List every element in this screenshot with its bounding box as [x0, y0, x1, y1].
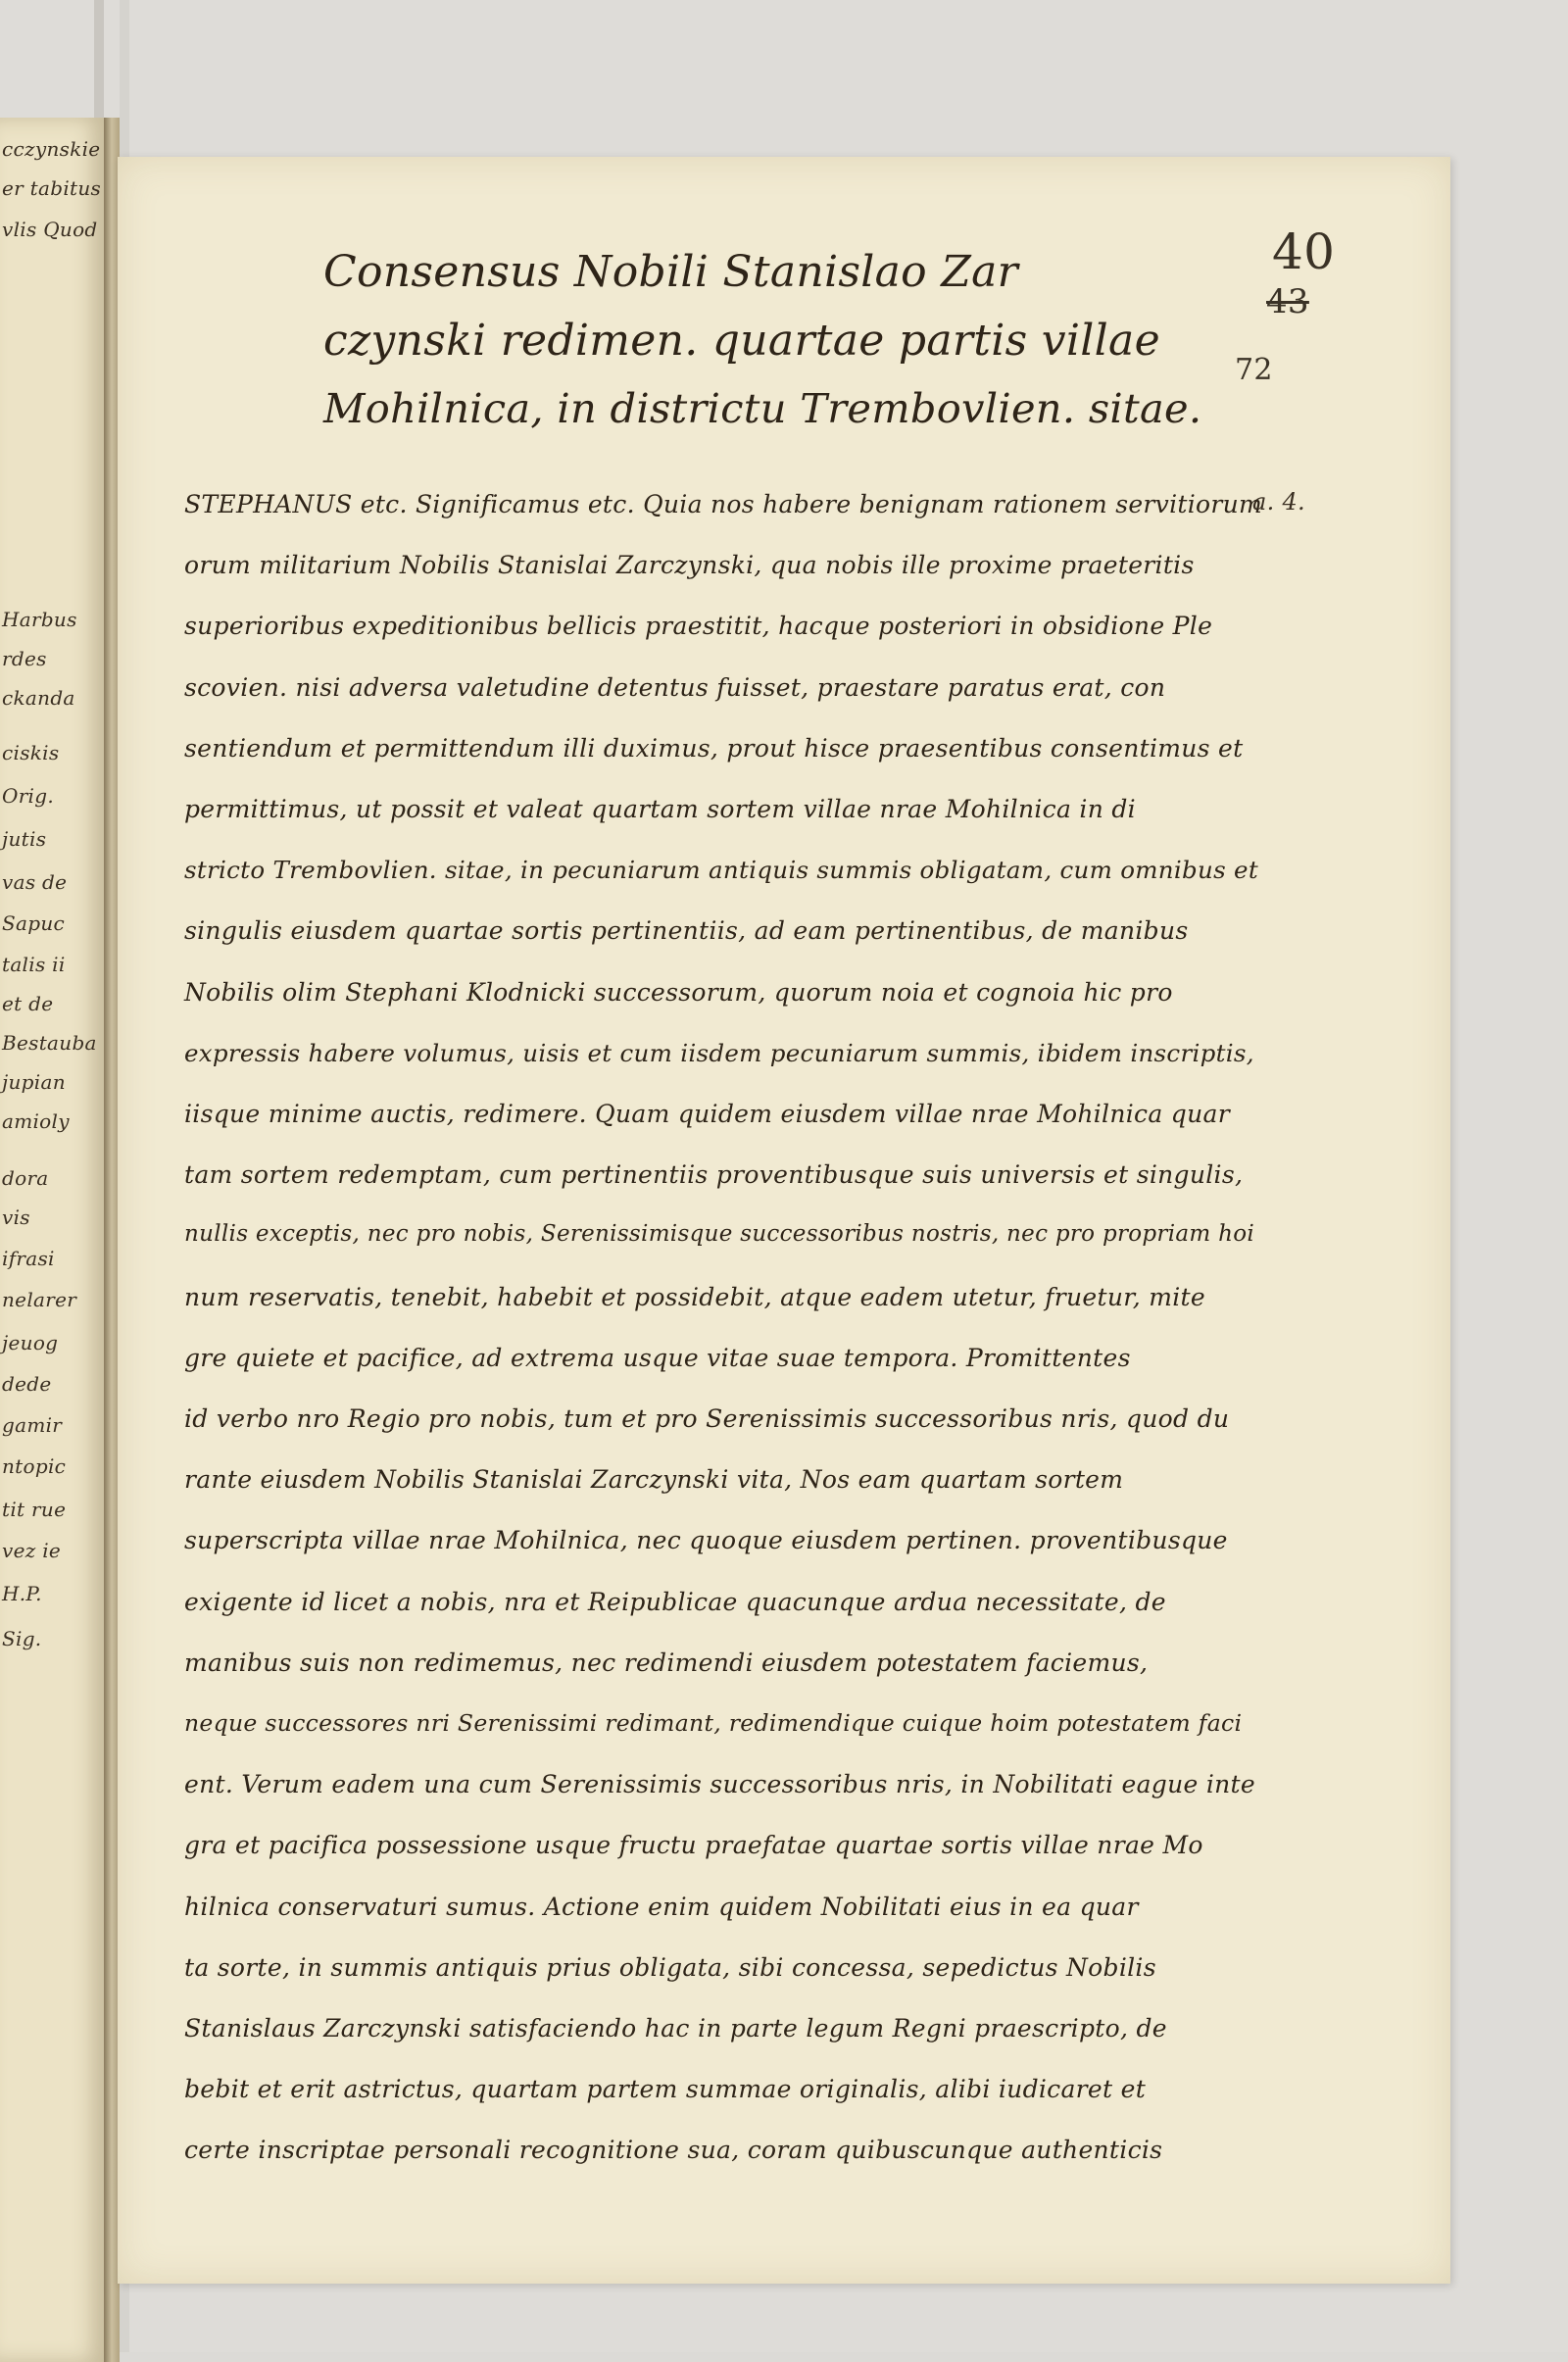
facing-page-fragment: vas de — [2, 870, 68, 894]
body-line: expressis habere volumus, uisis et cum iisdem pecuniarum summis, ibidem inscriptis, — [184, 1038, 1254, 1067]
facing-page-fragment: vez ie — [2, 1539, 62, 1562]
facing-page-fragment: amioly — [2, 1109, 70, 1133]
facing-page-fragment: Harbus — [2, 608, 77, 631]
body-line: hilnica conservaturi sumus. Actione enim quidem Nobilitati eius in ea quar — [184, 1892, 1139, 1921]
facing-page-fragment: rdes — [2, 647, 47, 670]
body-line: scovien. nisi adversa valetudine detentus fuisset, praestare paratus erat, con — [184, 672, 1166, 702]
body-line: tam sortem redemptam, cum pertinentiis proventibusque suis universis et singulis, — [184, 1160, 1244, 1190]
facing-page-fragment: et de — [2, 992, 54, 1015]
facing-page-fragment: ntopic — [2, 1454, 67, 1478]
facing-page-fragment: vis — [2, 1206, 30, 1229]
body-line: bebit et erit astrictus, quartam partem summae originalis, alibi iudicaret et — [184, 2075, 1147, 2104]
facing-page-fragment: Sig. — [2, 1627, 42, 1650]
body-line: singulis eiusdem quartae sortis pertinentiis, ad eam pertinentibus, de manibus — [184, 916, 1189, 946]
folio-number: 40 — [1272, 223, 1336, 280]
secondary-folio-number: 72 — [1235, 353, 1273, 387]
facing-page-fragment: Orig. — [2, 784, 55, 808]
facing-page-fragment: ckanda — [2, 686, 75, 710]
body-line: ent. Verum eadem una cum Serenissimis successoribus nris, in Nobilitati eague inte — [184, 1770, 1255, 1799]
facing-page-fragment: Bestauba — [2, 1031, 97, 1055]
facing-page-fragment: jutis — [2, 827, 47, 851]
heading-line-3: Mohilnica, in districtu Trembovlien. sitae. — [323, 384, 1202, 432]
body-line: permittimus, ut possit et valeat quartam sortem villae nrae Mohilnica in di — [184, 795, 1136, 823]
body-line: Stanislaus Zarczynski satisfaciendo hac in parte legum Regni praescripto, de — [184, 2014, 1167, 2042]
body-line: manibus suis non redimemus, nec redimendi eiusdem potestatem faciemus, — [184, 1648, 1149, 1677]
struck-folio-number — [1266, 282, 1309, 321]
body-line: iisque minime auctis, redimere. Quam quidem eiusdem villae nrae Mohilnica quar — [184, 1100, 1230, 1128]
body-line: id verbo nro Regio pro nobis, tum et pro Serenissimis successoribus nris, quod du — [184, 1404, 1230, 1433]
struck-folio-value: 43 — [1266, 282, 1309, 321]
body-line: exigente id licet a nobis, nra et Reipublicae quacunque ardua necessitate, de — [184, 1587, 1166, 1616]
heading-line-1: Consensus Nobili Stanislao Zar — [323, 247, 1018, 297]
facing-page-fragment: jupian — [2, 1070, 66, 1094]
body-line: neque successores nri Serenissimi redimant, redimendique cuique hoim potestatem faci — [184, 1709, 1243, 1737]
body-line: superioribus expeditionibus bellicis praestitit, hacque posteriori in obsidione Ple — [184, 612, 1213, 641]
heading-line-2: czynski redimen. quartae partis villae — [323, 316, 1160, 366]
facing-page-fragment: Sapuc — [2, 911, 66, 935]
facing-page-fragment: ciskis — [2, 741, 60, 764]
facing-page-fragment: cczynskie — [2, 137, 101, 161]
facing-page-fragment: nelarer — [2, 1288, 77, 1311]
body-line: Nobilis olim Stephani Klodnicki successorum, quorum noia et cognoia hic pro — [184, 977, 1173, 1007]
facing-page-fragment: dede — [2, 1372, 52, 1396]
body-line: STEPHANUS etc. Significamus etc. Quia nos habere benignam rationem servitiorum — [184, 490, 1263, 518]
body-line: certe inscriptae personali recognitione sua, coram quibuscunque authenticis — [184, 2136, 1163, 2165]
facing-page-fragment: vlis Quod — [2, 218, 98, 241]
facing-page-edge — [0, 118, 106, 2362]
manuscript-page — [118, 157, 1450, 2284]
body-line: superscripta villae nrae Mohilnica, nec quoque eiusdem pertinen. proventibusque — [184, 1526, 1228, 1555]
facing-page-fragment: ifrasi — [2, 1247, 55, 1270]
facing-page-fragment: talis ii — [2, 953, 66, 976]
facing-page-fragment: gamir — [2, 1413, 63, 1437]
body-line: nullis exceptis, nec pro nobis, Serenissimisque successoribus nostris, nec pro propriam hoi — [184, 1221, 1255, 1248]
facing-page-fragment: jeuog — [2, 1331, 59, 1354]
body-line: stricto Trembovlien. sitae, in pecuniarum antiquis summis obligatam, cum omnibus et — [184, 856, 1258, 885]
body-line: gre quiete et pacifice, ad extrema usque vitae suae tempora. Promittentes — [184, 1343, 1131, 1372]
margin-note: a. 4. — [1252, 488, 1305, 516]
facing-page-fragment: er tabitus — [2, 176, 102, 200]
body-line: sentiendum et permittendum illi duximus, prout hisce praesentibus consentimus et — [184, 733, 1244, 763]
body-line: ta sorte, in summis antiquis prius obligata, sibi concessa, sepedictus Nobilis — [184, 1952, 1156, 1982]
facing-page-fragment: dora — [2, 1166, 49, 1190]
body-line: rante eiusdem Nobilis Stanislai Zarczynski vita, Nos eam quartam sortem — [184, 1465, 1124, 1495]
body-line: num reservatis, tenebit, habebit et possidebit, atque eadem utetur, fruetur, mite — [184, 1282, 1205, 1311]
body-line: orum militarium Nobilis Stanislai Zarczynski, qua nobis ille proxime praeteritis — [184, 551, 1195, 580]
body-line: gra et pacifica possessione usque fructu praefatae quartae sortis villae nrae Mo — [184, 1831, 1203, 1860]
facing-page-fragment: tit rue — [2, 1498, 67, 1521]
facing-page-fragment: H.P. — [2, 1582, 42, 1605]
